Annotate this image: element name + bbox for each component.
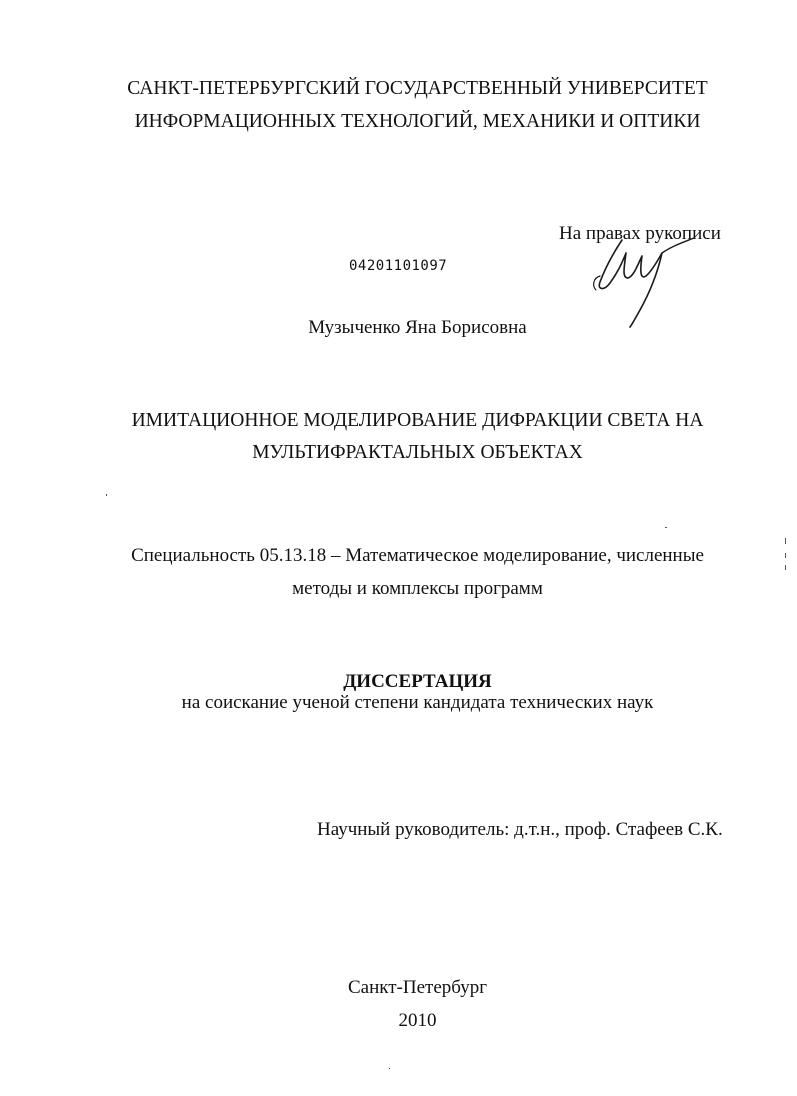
dissertation-title-line2: МУЛЬТИФРАКТАЛЬНЫХ ОБЪЕКТАХ [252, 442, 583, 463]
dissertation-heading: ДИССЕРТАЦИЯ [343, 671, 492, 692]
university-name-line2: ИНФОРМАЦИОННЫХ ТЕХНОЛОГИЙ, МЕХАНИКИ И ОПТИКИ [134, 111, 701, 132]
city: Санкт-Петербург [347, 977, 487, 998]
dissertation-subtitle: на соискание ученой степени кандидата технических наук [181, 692, 654, 713]
signature-icon [588, 236, 698, 331]
scan-speck [785, 565, 786, 570]
document-code: 04201101097 [349, 258, 448, 274]
dissertation-title-line1: ИМИТАЦИОННОЕ МОДЕЛИРОВАНИЕ ДИФРАКЦИИ СВЕТА НА [131, 410, 704, 431]
manuscript-rights-note: На правах рукописи [559, 223, 721, 244]
scan-speck [785, 553, 786, 558]
scan-speck [389, 1068, 390, 1069]
scan-speck [106, 494, 107, 496]
specialty-line1: Специальность 05.13.18 – Математическое моделирование, численные [131, 545, 704, 566]
university-name-line1: САНКТ-ПЕТЕРБУРГСКИЙ ГОСУДАРСТВЕННЫЙ УНИВЕРСИТЕТ [127, 78, 708, 99]
specialty-line2: методы и комплексы программ [292, 578, 543, 599]
year: 2010 [398, 1010, 437, 1031]
scan-speck [665, 527, 667, 528]
author-name: Музыченко Яна Борисовна [308, 317, 527, 338]
scientific-supervisor: Научный руководитель: д.т.н., проф. Стафеев С.К. [317, 819, 723, 840]
scan-speck [785, 538, 786, 544]
